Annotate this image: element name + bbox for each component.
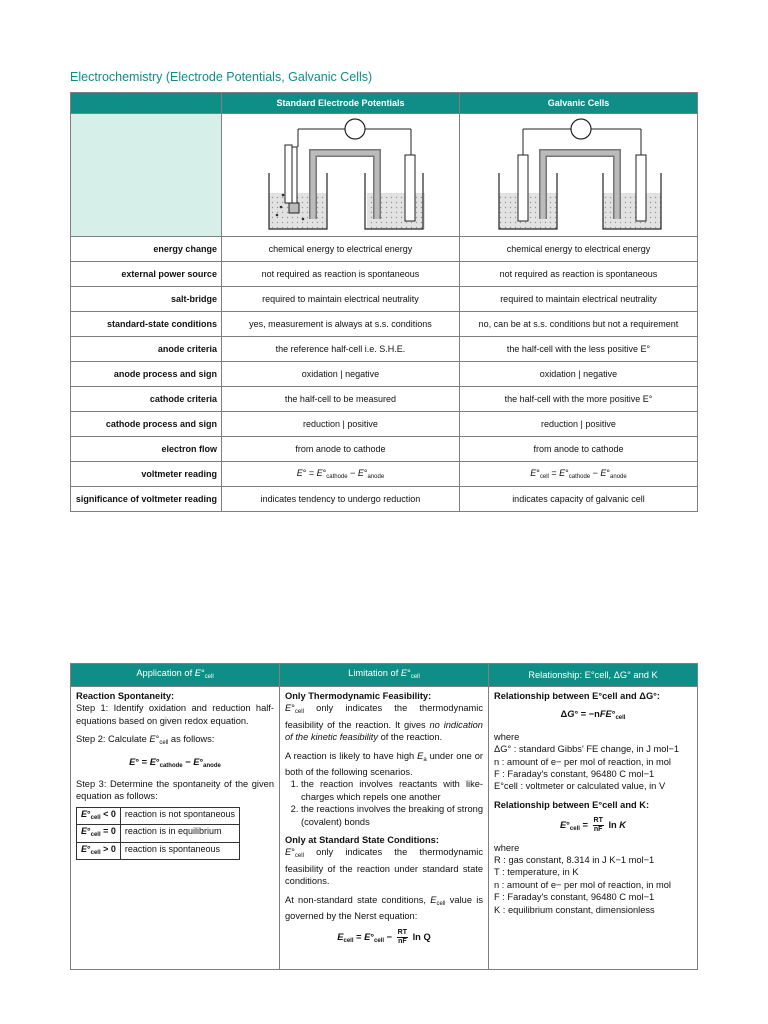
table-row bbox=[71, 412, 698, 437]
table-row bbox=[71, 337, 698, 362]
header-blank bbox=[71, 93, 222, 114]
row-label: cathode process and sign bbox=[71, 412, 222, 437]
list-item: 1. the reaction involves reactants with like-charges which repels one another bbox=[301, 778, 483, 803]
subheading: Relationship between E°cell and ΔG°: bbox=[494, 691, 660, 701]
row-label: significance of voltmeter reading bbox=[71, 487, 222, 512]
spontaneity-table bbox=[76, 807, 240, 860]
row-label: energy change bbox=[71, 237, 222, 262]
sep-cell: the reference half-cell i.e. S.H.E. bbox=[221, 337, 459, 362]
gc-cell: not required as reaction is spontaneous bbox=[459, 262, 697, 287]
paragraph: At non-standard state conditions, $E_{cell}$ value is governed by the Nerst equation: bbox=[285, 894, 483, 922]
subheading: Only at Standard State Conditions: bbox=[285, 835, 439, 846]
table-row bbox=[71, 237, 698, 262]
paragraph: $E^\circ_{cell}$ only indicates the thermodynamic feasibility of the reaction under standard state conditions. bbox=[285, 847, 483, 887]
nernst-equation: $E_{cell} = E^\circ_{cell}$ − $\frac{RT}{nF}$ ln Q bbox=[337, 928, 431, 945]
gc-cell bbox=[459, 337, 697, 362]
scenario-list bbox=[285, 778, 483, 828]
table-row bbox=[71, 462, 698, 487]
table-row bbox=[71, 312, 698, 337]
sep-cell: indicates tendency to undergo reduction bbox=[221, 487, 459, 512]
row-label: anode process and sign bbox=[71, 362, 222, 387]
table-row: $E^\circ_{cell} > 0$ reaction is spontaneous bbox=[77, 842, 240, 859]
standard-electrode-apparatus-diagram bbox=[255, 115, 425, 233]
row-label: standard-state conditions bbox=[71, 312, 222, 337]
table-header-row bbox=[71, 93, 698, 114]
paragraph: A reaction is likely to have high $E_a$ under one or both of the following scenarios. bbox=[285, 750, 483, 778]
galvanic-cell-apparatus-diagram bbox=[493, 115, 663, 233]
gc-diagram-cell bbox=[459, 114, 697, 237]
definitions-list bbox=[494, 854, 692, 916]
row-label: external power source bbox=[71, 262, 222, 287]
sep-cell: oxidation | negative bbox=[221, 362, 459, 387]
row-label: salt-bridge bbox=[71, 287, 222, 312]
list-item: E°cell : voltmeter or calculated value, in V bbox=[494, 781, 666, 792]
row-label: anode criteria bbox=[71, 337, 222, 362]
list-item: K : equilibrium constant, dimensionless bbox=[494, 904, 655, 915]
table-row bbox=[71, 487, 698, 512]
blank-cell bbox=[71, 114, 222, 237]
header-limitation: Limitation of $E^\circ_{cell}$ bbox=[280, 664, 489, 687]
gc-anode-text: the half-cell with the less positive E° bbox=[506, 344, 651, 354]
table-row bbox=[71, 437, 698, 462]
sep-cell: the half-cell to be measured bbox=[221, 387, 459, 412]
subheading: Only Thermodynamic Feasibility: bbox=[285, 691, 432, 701]
page-title: Electrochemistry (Electrode Potentials, Galvanic Cells) bbox=[70, 70, 373, 84]
table-row: $E^\circ_{cell} < 0$ reaction is not spontaneous bbox=[77, 807, 240, 824]
gc-voltmeter-formula: $E^\circ_{cell} = E^\circ_{cathode} - E^\circ_{anode}$ bbox=[459, 462, 697, 487]
step-1: Step 1: Identify oxidation and reduction half-equations based on given redox equation. bbox=[76, 703, 274, 726]
row-label: cathode criteria bbox=[71, 387, 222, 412]
definitions-list bbox=[494, 743, 692, 793]
gc-cell: reduction | positive bbox=[459, 412, 697, 437]
where-label: where bbox=[494, 842, 520, 853]
gc-cell: chemical energy to electrical energy bbox=[459, 237, 697, 262]
comparison-table bbox=[70, 92, 698, 512]
gc-cell: indicates capacity of galvanic cell bbox=[459, 487, 697, 512]
list-item: T : temperature, in K bbox=[494, 867, 579, 878]
sep-cell: yes, measurement is always at s.s. conditions bbox=[221, 312, 459, 337]
row-label: electron flow bbox=[71, 437, 222, 462]
sep-voltmeter-formula: $E^\circ = E^\circ_{cathode} - E^\circ_{anode}$ bbox=[221, 462, 459, 487]
sep-cell: not required as reaction is spontaneous bbox=[221, 262, 459, 287]
step-2: Step 2: Calculate $E^\circ_{cell}$ as follows: bbox=[76, 734, 215, 747]
header-application: Application of $E^\circ_{cell}$ bbox=[71, 664, 280, 687]
paragraph: $E^\circ_{cell}$ only indicates the thermodynamic feasibility of the reaction. It gives no indication of the kinetic feasibility of the reaction. bbox=[285, 703, 483, 743]
gc-cell: from anode to cathode bbox=[459, 437, 697, 462]
relationship-cell bbox=[489, 687, 698, 970]
sep-cell: required to maintain electrical neutrality bbox=[221, 287, 459, 312]
subheading: Relationship between E°cell and K: bbox=[494, 799, 650, 810]
list-item: n : amount of e− per mol of reaction, in mol bbox=[494, 879, 671, 890]
gibbs-equation: $\Delta G^\circ = -nFE^\circ_{cell}$ bbox=[560, 709, 626, 722]
sep-cell: reduction | positive bbox=[221, 412, 459, 437]
table-row bbox=[71, 362, 698, 387]
list-item: F : Faraday's constant, 96480 C mol−1 bbox=[494, 892, 655, 903]
gc-cell: required to maintain electrical neutrality bbox=[459, 287, 697, 312]
header-relationship: Relationship: E°cell, ΔG° and K bbox=[489, 664, 698, 687]
ecell-formula: $E^\circ = E^\circ_{cathode} - E^\circ_{anode}$ bbox=[129, 756, 221, 769]
sep-cell: chemical energy to electrical energy bbox=[221, 237, 459, 262]
list-item: n : amount of e− per mol of reaction, in mol bbox=[494, 756, 671, 767]
gc-cell: oxidation | negative bbox=[459, 362, 697, 387]
sep-cell: from anode to cathode bbox=[221, 437, 459, 462]
table-row: $E^\circ_{cell} = 0$ reaction is in equilibrium bbox=[77, 825, 240, 842]
header-sep: Standard Electrode Potentials bbox=[221, 93, 459, 114]
list-item: 2. the reactions involves the breaking of strong (covalent) bonds bbox=[301, 803, 483, 828]
table-row bbox=[71, 387, 698, 412]
gc-cell: no, can be at s.s. conditions but not a requirement bbox=[459, 312, 697, 337]
application-table bbox=[70, 663, 698, 970]
equilibrium-equation: $E^\circ_{cell}$ = $\frac{RT}{nF}$ ln K bbox=[559, 817, 627, 834]
table-row bbox=[71, 287, 698, 312]
subheading: Reaction Spontaneity: bbox=[76, 691, 175, 701]
limitation-cell bbox=[280, 687, 489, 970]
gc-cell: the half-cell with the more positive E° bbox=[459, 387, 697, 412]
list-item: F : Faraday's constant, 96480 C mol−1 bbox=[494, 769, 655, 780]
list-item: R : gas constant, 8.314 in J K−1 mol−1 bbox=[494, 855, 655, 866]
list-item: ΔG° : standard Gibbs' FE change, in J mol−1 bbox=[494, 744, 680, 755]
sep-diagram-cell bbox=[221, 114, 459, 237]
row-label: voltmeter reading bbox=[71, 462, 222, 487]
header-gc: Galvanic Cells bbox=[459, 93, 697, 114]
where-label: where bbox=[494, 731, 520, 742]
application-cell bbox=[71, 687, 280, 970]
table-row bbox=[71, 262, 698, 287]
step-3: Step 3: Determine the spontaneity of the given equation as follows: bbox=[76, 779, 274, 802]
